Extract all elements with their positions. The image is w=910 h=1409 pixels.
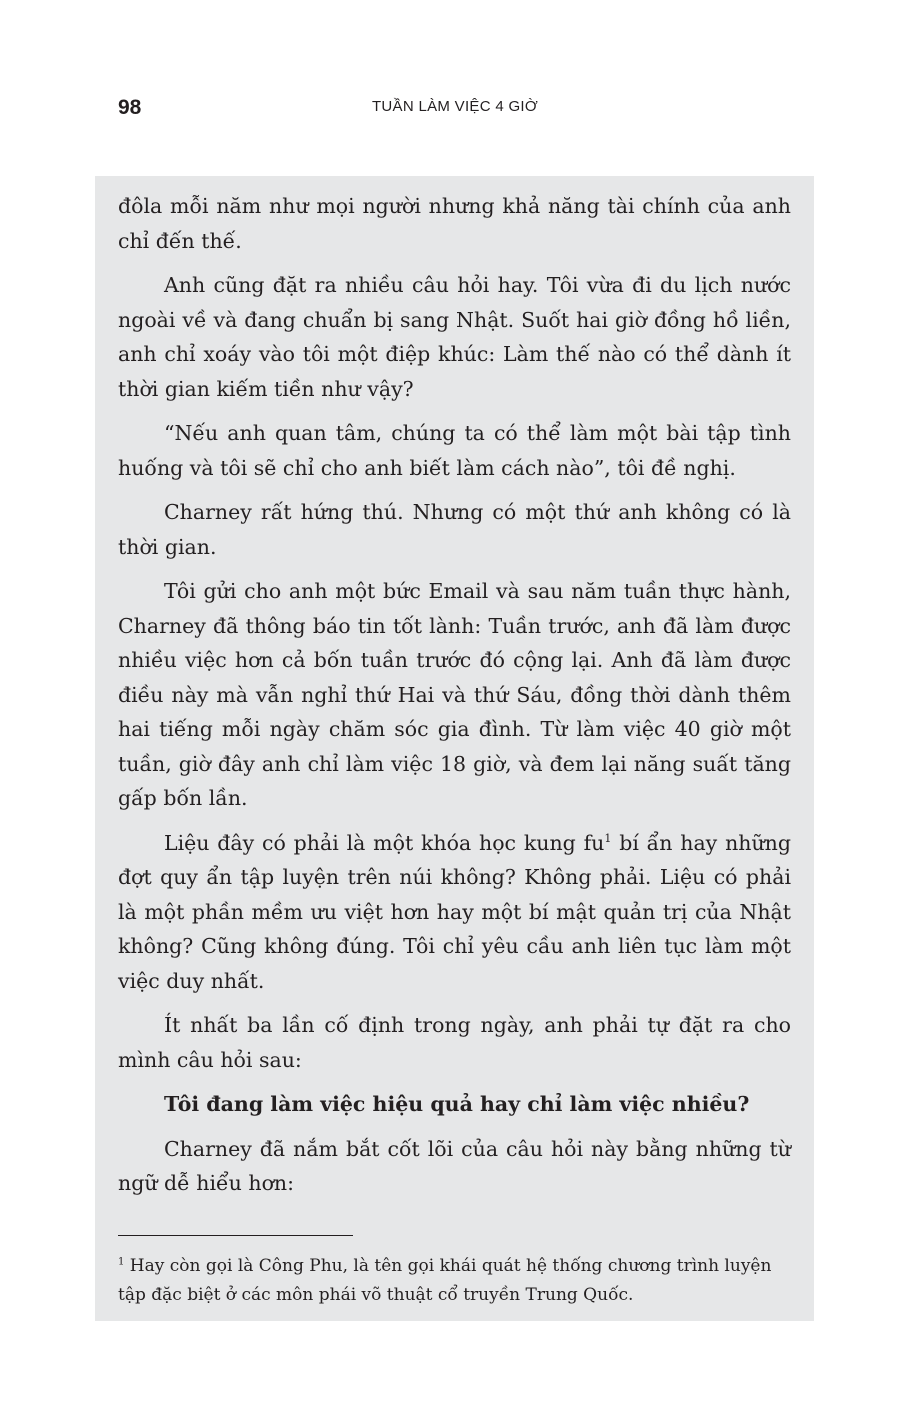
paragraph: đôla mỗi năm như mọi người nhưng khả năng tài chính của anh chỉ đến thế. [118, 194, 791, 253]
footnote [118, 1252, 791, 1310]
body-text [118, 189, 791, 1211]
footnote-marker: 1 [604, 831, 612, 845]
paragraph: “Nếu anh quan tâm, chúng ta có thể làm một bài tập tình huống và tôi sẽ chỉ cho anh biết làm cách nào”, tôi đề nghị. [118, 421, 791, 480]
paragraph: Charney đã nắm bắt cốt lõi của câu hỏi này bằng những từ ngữ dễ hiểu hơn: [118, 1136, 791, 1195]
running-head: TUẦN LÀM VIỆC 4 GIỜ [371, 98, 539, 115]
footnote-text: Hay còn gọi là Công Phu, là tên gọi khái quát hệ thống chương trình luyện tập đặc biệt ở các môn phái võ thuật cổ truyền Trung Quốc. [118, 1256, 772, 1305]
page-number: 98 [118, 96, 142, 119]
paragraph: Anh cũng đặt ra nhiều câu hỏi hay. Tôi vừa đi du lịch nước ngoài về và đang chuẩn bị sang Nhật. Suốt hai giờ đồng hồ liền, anh chỉ xoáy vào tôi một điệp khúc: Làm thế nào có thể dành ít thời gian kiếm tiền như vậy? [118, 273, 791, 401]
footnote-divider [118, 1235, 353, 1236]
paragraph-text: bí ẩn hay những đợt quy ẩn tập luyện trên núi không? Không phải. Liệu có phải là một phần mềm ưu việt hơn hay một bí mật quản trị của Nhật không? Cũng không đúng. Tôi chỉ yêu cầu anh liên tục làm một việc duy nhất. [118, 830, 792, 993]
paragraph-with-footnote [118, 826, 791, 999]
paragraph: Ít nhất ba lần cố định trong ngày, anh phải tự đặt ra cho mình câu hỏi sau: [118, 1013, 791, 1072]
key-question: Tôi đang làm việc hiệu quả hay chỉ làm việc nhiều? [164, 1092, 750, 1116]
paragraph: Tôi gửi cho anh một bức Email và sau năm tuần thực hành, Charney đã thông báo tin tốt lành: Tuần trước, anh đã làm được nhiều việc hơn cả bốn tuần trước đó cộng lại. Anh đã làm được điều này mà vẫn nghỉ thứ Hai và thứ Sáu, đồng thời dành thêm hai tiếng mỗi ngày chăm sóc gia đình. Từ làm việc 40 giờ một tuần, giờ đây anh chỉ làm việc 18 giờ, và đem lại năng suất tăng gấp bốn lần. [118, 579, 791, 810]
footnote-marker: 1 [118, 1256, 125, 1268]
paragraph-text: Liệu đây có phải là một khóa học kung fu [164, 830, 605, 855]
paragraph: Charney rất hứng thú. Nhưng có một thứ anh không có là thời gian. [118, 500, 791, 559]
page-header [0, 94, 910, 124]
